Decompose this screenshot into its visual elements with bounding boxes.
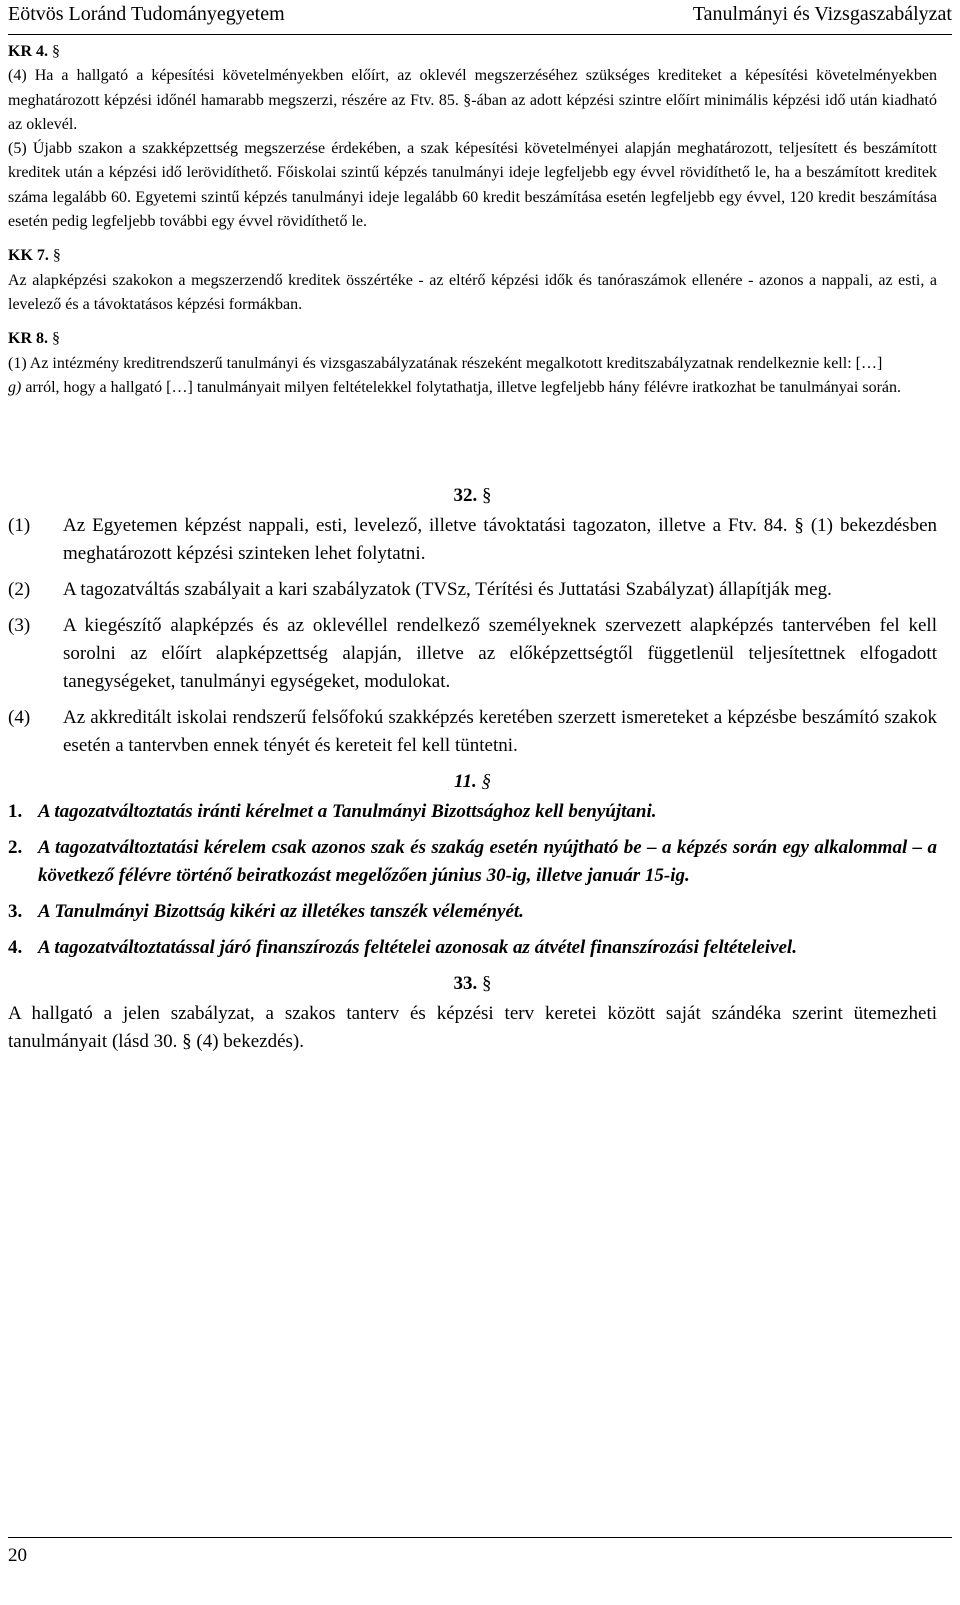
main-body [8, 482, 937, 1056]
kk7-marker: KK 7. § [8, 247, 61, 265]
list-item: 2. A tagozatváltoztatási kérelem csak azonos szak és szakág esetén nyújtható be – a képzés során egy alkalommal – a következő félévre történő beiratkozást megelőzően június 30-ig, illetve január 15-ig. [8, 837, 937, 886]
list-item: 1. A tagozatváltoztatás iránti kérelmet a Tanulmányi Bizottsághoz kell benyújtani. [8, 800, 657, 822]
header-document-title: Tanulmányi és Vizsgaszabályzat [692, 3, 952, 25]
list-item: 4. A tagozatváltoztatással járó finanszírozás feltételei azonosak az átvétel finanszírozási feltételeivel. [8, 937, 797, 959]
section-32-list [8, 512, 937, 760]
page-number: 20 [8, 1545, 27, 1566]
section-11-heading: 11. § [454, 770, 491, 792]
section-11-list [8, 798, 937, 962]
list-item: (2) A tagozatváltás szabályait a kari szabályzatok (TVSz, Térítési és Juttatási Szabályzat) állapítják meg. [8, 578, 832, 600]
section-33-heading: 33. § [453, 973, 492, 995]
list-item: (1) Az Egyetemen képzést nappali, esti, levelező, illetve távoktatási tagozaton, illetve a Ftv. 84. § (1) bekezdésben meghatározott képzési szinteken lehet folytatni. [8, 515, 937, 564]
kr8-paragraph-1: (1) Az intézmény kreditrendszerű tanulmányi és vizsgaszabályzatának részeként megalkotott kreditszabályzatnak rendelkeznie kell: […] [8, 354, 883, 372]
page-header [8, 0, 952, 35]
list-item: (3) A kiegészítő alapképzés és az oklevéllel rendelkező személyeknek szervezett alapképzés tantervében fel kell sorolni az előírt alapképzettség alapján, illetve az előképzettségtől függetlenül teljesítettnek elfogadott tanegységeket, tanulmányi egységeket, modulokat. [8, 615, 937, 692]
kr4-paragraph-4: (4) Ha a hallgató a képesítési követelményekben előírt, az oklevél megszerzéséhez szükséges krediteket a képesítési követelményekben meghatározott képzési időnél hamarabb megszerzi, részére az Ftv. 85. §-ában az adott képzési szintre előírt minimális képzési idő után kiadható az oklevél. [8, 67, 937, 133]
footer-divider [8, 1537, 952, 1538]
header-institution: Eötvös Loránd Tudományegyetem [8, 3, 285, 25]
kk7-paragraph: Az alapképzési szakokon a megszerzendő kreditek összértéke - az eltérő képzési idők és tanóraszámok ellenére - azonos a nappali, az esti, a levelező és a távoktatásos képzési formákban. [8, 271, 937, 313]
list-item: (4) Az akkreditált iskolai rendszerű felsőfokú szakképzés keretében szerzett ismereteket a képzésbe beszámító szakok esetén a tantervben ennek tényét és kereteit fel kell tüntetni. [8, 706, 937, 756]
kr8-marker: KR 8. § [8, 330, 60, 348]
section-33-paragraph: A hallgató a jelen szabályzat, a szakos tanterv és képzési terv keretei között saját szándéka szerint ütemezheti tanulmányait (lásd 30. § (4) bekezdés). [8, 1003, 937, 1053]
kr4-marker: KR 4. § [8, 43, 60, 60]
section-32-heading: 32. § [453, 485, 492, 506]
kr8-point-g: g) arról, hogy a hallgató […] tanulmányait milyen feltételekkel folytathatja, illetve legfeljebb hány félévre iratkozhat be tanulmányai során. [8, 378, 901, 396]
reference-excerpts [8, 40, 937, 400]
list-item: 3. A Tanulmányi Bizottság kikéri az illetékes tanszék véleményét. [8, 901, 524, 923]
kr4-paragraph-5: (5) Újabb szakon a szakképzettség megszerzése érdekében, a szak képesítési követelményei alapján meghatározott, teljesített és beszámított kreditek után a képzési idő lerövidíthető. Főiskolai szintű képzés tanulmányi ideje legfeljebb egy évvel rövidíthető le, ha a beszámított kreditek száma legalább 60. Egyetemi szintű képzés tanulmányi ideje legalább 60 kredit beszámítása esetén legfeljebb egy évvel, 120 kredit beszámítása esetén pedig legfeljebb további egy évvel rövidíthető le. [8, 140, 937, 231]
